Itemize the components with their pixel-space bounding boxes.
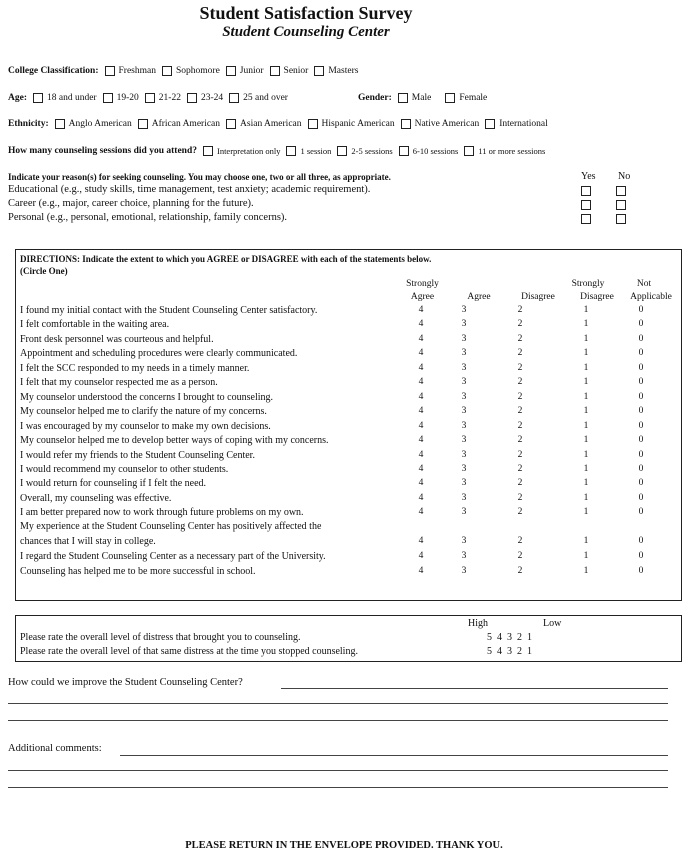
col-disagree: Disagree — [521, 292, 555, 302]
rating-option[interactable]: 4 — [418, 536, 424, 546]
rating-option[interactable]: 0 — [638, 492, 644, 503]
option-label: 11 or more sessions — [478, 146, 546, 156]
option-label: Female — [459, 93, 488, 103]
yes-header: Yes — [581, 171, 596, 182]
rating-option[interactable]: 0 — [638, 406, 644, 417]
personal-no-checkbox[interactable] — [616, 214, 626, 224]
rating-option[interactable]: 4 — [418, 507, 424, 518]
classification-label: College Classification: — [8, 66, 99, 76]
rating-option[interactable]: 0 — [638, 420, 644, 431]
statement-text: Appointment and scheduling procedures were clearly communicated. — [20, 348, 298, 360]
rating-option[interactable]: 3 — [461, 305, 467, 315]
statement-text: I would return for counseling if I felt the need. — [20, 478, 207, 490]
option-label: Masters — [328, 66, 359, 76]
career-no-checkbox[interactable] — [616, 200, 626, 210]
rating-option[interactable]: 0 — [638, 377, 644, 388]
rating-option[interactable]: 3 — [461, 551, 467, 561]
rating-option[interactable]: 3 — [461, 391, 467, 402]
rating-option[interactable]: 1 — [583, 565, 589, 576]
six-ten-checkbox[interactable] — [399, 146, 409, 156]
improve-line-1[interactable] — [281, 688, 668, 689]
rating-option[interactable]: 4 — [418, 565, 424, 576]
option-label: Junior — [239, 66, 264, 76]
option-label: African American — [151, 119, 221, 129]
statement-text: I was encouraged by my counselor to make my own decisions. — [20, 420, 271, 432]
reason-career: Career (e.g., major, career choice, planning for the future). — [8, 198, 254, 209]
option-label: 6-10 sessions — [412, 146, 459, 156]
statement-text: My experience at the Student Counseling Center has positively affected the — [20, 521, 322, 532]
rating-option[interactable]: 3 — [461, 348, 467, 359]
rating-option[interactable]: 2 — [517, 377, 523, 388]
rating-option[interactable]: 2 — [517, 319, 523, 330]
statement-text: Front desk personnel was courteous and helpful. — [20, 333, 214, 345]
rating-option[interactable]: 4 — [418, 348, 424, 359]
rating-option[interactable]: 0 — [638, 536, 644, 546]
distress-scale-start[interactable]: 5 4 3 2 1 — [487, 632, 532, 643]
rating-option[interactable]: 2 — [517, 449, 523, 460]
distress-low-label: Low — [543, 618, 562, 629]
option-label: 2-5 sessions — [351, 146, 393, 156]
distress-scale-end[interactable]: 5 4 3 2 1 — [487, 646, 532, 657]
option-label: Male — [411, 93, 432, 103]
sessions-label: How many counseling sessions did you attend? — [8, 146, 197, 156]
senior-checkbox[interactable] — [270, 66, 280, 76]
rating-option[interactable]: 3 — [461, 536, 467, 546]
rating-option[interactable]: 0 — [638, 348, 644, 359]
rating-option[interactable]: 0 — [638, 449, 644, 460]
rating-option[interactable]: 3 — [461, 333, 467, 344]
rating-option[interactable]: 0 — [638, 333, 644, 344]
rating-option[interactable]: 1 — [583, 551, 589, 561]
gender-row — [358, 93, 493, 103]
rating-option[interactable]: 4 — [418, 449, 424, 460]
statement-text: chances that I will stay in college. — [20, 536, 156, 547]
rating-option[interactable]: 4 — [418, 319, 424, 330]
option-label: 23-24 — [200, 93, 224, 103]
footer-note: PLEASE RETURN IN THE ENVELOPE PROVIDED. THANK YOU. — [185, 840, 503, 851]
option-label: Anglo American — [68, 119, 132, 129]
reasons-label: Indicate your reason(s) for seeking counseling. You may choose one, two or all three, as appropriate. — [8, 172, 391, 182]
rating-option[interactable]: 1 — [583, 536, 589, 546]
classification-row — [8, 66, 364, 76]
rating-option[interactable]: 0 — [638, 507, 644, 518]
rating-option[interactable]: 3 — [461, 377, 467, 388]
rating-option[interactable]: 2 — [517, 435, 523, 446]
rating-option[interactable]: 2 — [517, 536, 523, 546]
survey-title: Student Satisfaction Survey — [199, 3, 413, 23]
anglo-checkbox[interactable] — [55, 119, 65, 129]
option-label: 21-22 — [158, 93, 181, 103]
option-label: Senior — [283, 66, 309, 76]
rating-option[interactable]: 1 — [583, 449, 589, 460]
native-checkbox[interactable] — [401, 119, 411, 129]
option-label: 19-20 — [116, 93, 139, 103]
rating-option[interactable]: 4 — [418, 391, 424, 402]
rating-option[interactable]: 4 — [418, 435, 424, 446]
ethnicity-label: Ethnicity: — [8, 119, 49, 129]
col-strongly-agree-1: Strongly — [406, 279, 439, 289]
rating-option[interactable]: 4 — [418, 305, 424, 315]
rating-option[interactable]: 1 — [583, 333, 589, 344]
age-row — [8, 93, 294, 103]
col-not-applicable-1: Not — [636, 279, 652, 289]
option-label: Hispanic American — [321, 119, 395, 129]
rating-option[interactable]: 2 — [517, 565, 523, 576]
rating-option[interactable]: 4 — [418, 362, 424, 373]
rating-option[interactable]: 1 — [583, 435, 589, 446]
comments-line-1[interactable] — [120, 755, 668, 756]
rating-option[interactable]: 3 — [461, 435, 467, 446]
rating-option[interactable]: 4 — [418, 333, 424, 344]
reason-educational: Educational (e.g., study skills, time management, test anxiety; academic requirement). — [8, 184, 371, 195]
rating-option[interactable]: 3 — [461, 420, 467, 431]
hispanic-checkbox[interactable] — [308, 119, 318, 129]
rating-option[interactable]: 3 — [461, 565, 467, 576]
rating-option[interactable]: 2 — [517, 492, 523, 503]
rating-option[interactable]: 2 — [517, 305, 523, 315]
rating-option[interactable]: 2 — [517, 420, 523, 431]
two-five-checkbox[interactable] — [337, 146, 347, 156]
comments-label: Additional comments: — [8, 743, 102, 754]
survey-subtitle: Student Counseling Center — [222, 24, 390, 40]
international-checkbox[interactable] — [485, 119, 495, 129]
rating-option[interactable]: 0 — [638, 362, 644, 373]
option-label: 25 and over — [243, 93, 288, 103]
age-18-checkbox[interactable] — [33, 93, 43, 103]
statement-text: My counselor understood the concerns I brought to counseling. — [20, 391, 274, 403]
rating-option[interactable]: 2 — [517, 478, 523, 489]
gender-label: Gender: — [358, 93, 392, 103]
rating-option[interactable]: 3 — [461, 492, 467, 503]
rating-option[interactable]: 1 — [583, 377, 589, 388]
rating-option[interactable]: 2 — [517, 406, 523, 417]
col-agree: Agree — [467, 292, 491, 302]
rating-option[interactable]: 4 — [418, 492, 424, 503]
col-strongly-disagree-2: Disagree — [580, 292, 614, 302]
rating-option[interactable]: 2 — [517, 391, 523, 402]
educational-no-checkbox[interactable] — [616, 186, 626, 196]
distress-high-label: High — [468, 618, 488, 629]
masters-checkbox[interactable] — [314, 66, 324, 76]
junior-checkbox[interactable] — [226, 66, 236, 76]
rating-option[interactable]: 0 — [638, 463, 644, 474]
option-label: Native American — [414, 119, 480, 129]
option-label: Asian American — [240, 119, 302, 129]
ethnicity-row — [8, 119, 554, 129]
interpretation-checkbox[interactable] — [203, 146, 213, 156]
option-label: 1 session — [300, 146, 332, 156]
rating-option[interactable]: 2 — [517, 362, 523, 373]
female-checkbox[interactable] — [445, 93, 455, 103]
rating-option[interactable]: 0 — [638, 478, 644, 489]
rating-option[interactable]: 1 — [583, 319, 589, 330]
rating-option[interactable]: 4 — [418, 478, 424, 489]
statement-text: Counseling has helped me to be more successful in school. — [20, 565, 256, 577]
rating-option[interactable]: 0 — [638, 435, 644, 446]
distress-item-end: Please rate the overall level of that same distress at the time you stopped counseling. — [20, 646, 358, 657]
rating-option[interactable]: 3 — [461, 463, 467, 474]
statement-text: I regard the Student Counseling Center as a necessary part of the University. — [20, 551, 326, 562]
rating-option[interactable]: 3 — [461, 406, 467, 417]
improve-line-2[interactable] — [8, 703, 668, 704]
option-label: Sophomore — [175, 66, 220, 76]
rating-option[interactable]: 1 — [583, 391, 589, 402]
male-checkbox[interactable] — [398, 93, 408, 103]
rating-option[interactable]: 1 — [583, 348, 589, 359]
rating-option[interactable]: 0 — [638, 565, 644, 576]
personal-yes-checkbox[interactable] — [581, 214, 591, 224]
age-label: Age: — [8, 93, 27, 103]
directions-text: DIRECTIONS: Indicate the extent to which you AGREE or DISAGREE with each of the statements below. — [20, 254, 432, 264]
improve-label: How could we improve the Student Counseling Center? — [8, 677, 243, 688]
educational-yes-checkbox[interactable] — [581, 186, 591, 196]
rating-option[interactable]: 1 — [583, 463, 589, 474]
comments-line-2[interactable] — [8, 770, 668, 771]
rating-option[interactable]: 3 — [461, 362, 467, 373]
rating-option[interactable]: 4 — [418, 377, 424, 388]
career-yes-checkbox[interactable] — [581, 200, 591, 210]
statement-text: I felt comfortable in the waiting area. — [20, 319, 170, 331]
sessions-row — [8, 146, 551, 156]
option-label: International — [499, 119, 548, 129]
statement-text: I am better prepared now to work through future problems on my own. — [20, 507, 304, 519]
rating-option[interactable]: 0 — [638, 391, 644, 402]
reason-personal: Personal (e.g., personal, emotional, relationship, family concerns). — [8, 212, 288, 223]
rating-option[interactable]: 1 — [583, 507, 589, 518]
rating-option[interactable]: 4 — [418, 406, 424, 417]
rating-option[interactable]: 1 — [583, 305, 589, 315]
rating-option[interactable]: 4 — [418, 420, 424, 431]
age-25-checkbox[interactable] — [229, 93, 239, 103]
rating-option[interactable]: 2 — [517, 507, 523, 518]
option-label: 18 and under — [47, 93, 97, 103]
statement-text: My counselor helped me to develop better ways of coping with my concerns. — [20, 435, 329, 447]
rating-option[interactable]: 0 — [638, 551, 644, 561]
asian-checkbox[interactable] — [226, 119, 236, 129]
african-checkbox[interactable] — [138, 119, 148, 129]
rating-option[interactable]: 0 — [638, 319, 644, 330]
rating-option[interactable]: 2 — [517, 551, 523, 561]
col-strongly-disagree-1: Strongly — [571, 279, 605, 289]
improve-line-3[interactable] — [8, 720, 668, 721]
rating-option[interactable]: 3 — [461, 507, 467, 518]
rating-option[interactable]: 1 — [583, 406, 589, 417]
age-21-22-checkbox[interactable] — [145, 93, 155, 103]
rating-option[interactable]: 1 — [583, 492, 589, 503]
rating-option[interactable]: 2 — [517, 333, 523, 344]
rating-option[interactable]: 1 — [583, 478, 589, 489]
age-23-24-checkbox[interactable] — [187, 93, 197, 103]
option-label: Interpretation only — [216, 146, 281, 156]
rating-option[interactable]: 2 — [517, 463, 523, 474]
comments-line-3[interactable] — [8, 787, 668, 788]
rating-option[interactable]: 1 — [583, 420, 589, 431]
circle-one-text: (Circle One) — [20, 266, 68, 276]
statement-text: I would recommend my counselor to other students. — [20, 463, 229, 475]
age-19-20-checkbox[interactable] — [103, 93, 113, 103]
rating-option[interactable]: 1 — [583, 362, 589, 373]
rating-option[interactable]: 4 — [418, 463, 424, 474]
rating-option[interactable]: 4 — [418, 551, 424, 561]
col-not-applicable-2: Applicable — [630, 292, 672, 302]
statement-text: I would refer my friends to the Student Counseling Center. — [20, 449, 255, 461]
no-header: No — [618, 171, 631, 182]
rating-option[interactable]: 3 — [461, 319, 467, 330]
eleven-plus-checkbox[interactable] — [464, 146, 474, 156]
option-label: Freshman — [118, 66, 156, 76]
rating-option[interactable]: 2 — [517, 348, 523, 359]
statement-text: I found my initial contact with the Student Counseling Center satisfactory. — [20, 305, 318, 316]
statement-text: I felt that my counselor respected me as a person. — [20, 377, 218, 389]
freshman-checkbox[interactable] — [105, 66, 115, 76]
distress-item-start: Please rate the overall level of distress that brought you to counseling. — [20, 632, 301, 643]
statement-text: My counselor helped me to clarify the nature of my concerns. — [20, 406, 267, 418]
rating-option[interactable]: 3 — [461, 478, 467, 489]
statement-text: Overall, my counseling was effective. — [20, 492, 172, 504]
one-session-checkbox[interactable] — [286, 146, 296, 156]
statement-text: I felt the SCC responded to my needs in a timely manner. — [20, 362, 250, 374]
rating-option[interactable]: 0 — [638, 305, 644, 315]
col-strongly-agree-2: Agree — [410, 292, 435, 302]
sophomore-checkbox[interactable] — [162, 66, 172, 76]
rating-option[interactable]: 3 — [461, 449, 467, 460]
